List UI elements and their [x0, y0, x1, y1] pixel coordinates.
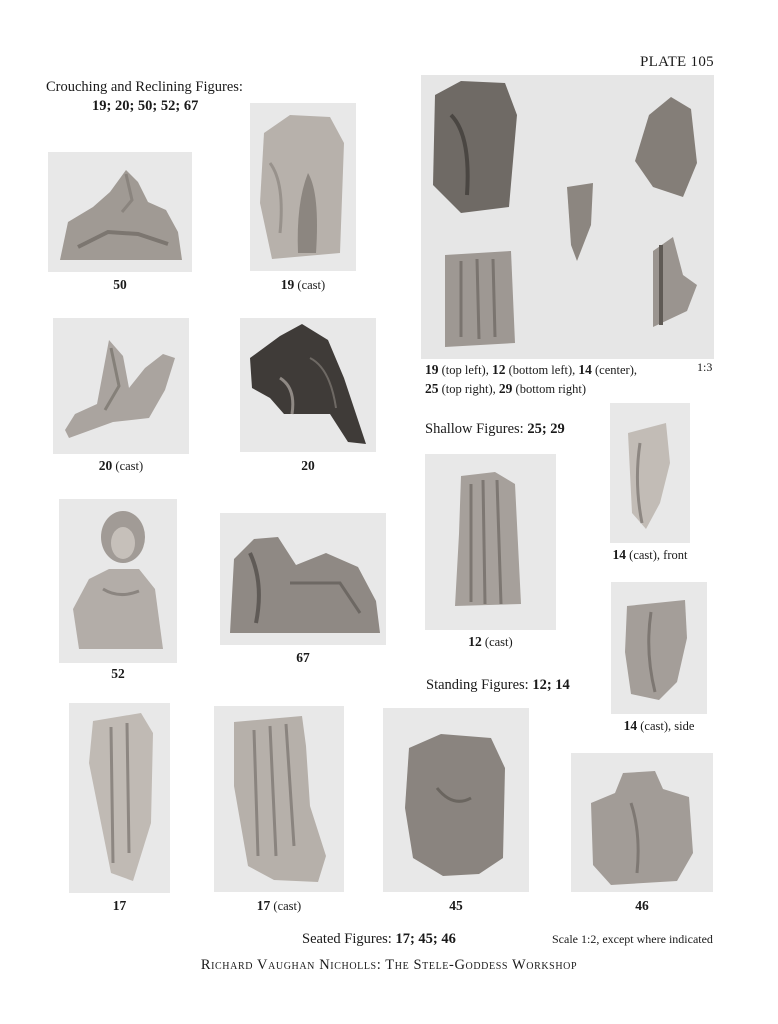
photo-46: [571, 753, 713, 892]
crouching-heading-label: Crouching and Reclining Figures:: [46, 79, 243, 95]
shallow-heading-label: Shallow Figures:: [425, 421, 524, 437]
photo-50: [48, 152, 192, 272]
group-photo-caption: [425, 362, 637, 397]
standing-heading: [426, 676, 570, 695]
shallow-heading-numbers: 25; 29: [527, 421, 565, 437]
crouching-heading-numbers: 19; 20; 50; 52; 67: [92, 98, 199, 114]
photo-12-cast: [425, 454, 556, 630]
standing-heading-label: Standing Figures:: [426, 677, 529, 693]
group-photo-ratio: 1:3: [697, 360, 713, 374]
caption-50: 50: [113, 277, 127, 292]
seated-heading: [302, 930, 456, 949]
caption-19-cast: 19 (cast): [280, 277, 326, 292]
seated-heading-label: Seated Figures:: [302, 931, 392, 947]
caption-14-cast-front: 14 (cast), front: [612, 547, 688, 562]
crouching-heading: [46, 78, 243, 116]
photo-45: [383, 708, 529, 892]
photo-67: [220, 513, 386, 645]
photo-17-cast: [214, 706, 344, 892]
caption-67: 67: [296, 650, 310, 665]
photo-52: [59, 499, 177, 663]
group-photo-caption-line2: 25 (top right), 29 (bottom right): [425, 381, 587, 396]
caption-52: 52: [111, 666, 125, 681]
caption-17-cast: 17 (cast): [256, 898, 302, 913]
shallow-heading: [425, 420, 565, 439]
page-footer: Richard Vaughan Nicholls: The Stele-Goddess Workshop: [200, 957, 578, 973]
caption-46: 46: [635, 898, 649, 913]
photo-20-cast: [53, 318, 189, 454]
photo-14-cast-side: [611, 582, 707, 714]
standing-heading-numbers: 12; 14: [532, 677, 570, 693]
photo-14-cast-front: [610, 403, 690, 543]
photo-19-cast: [250, 103, 356, 271]
photo-group-19-12-14-25-29: [421, 75, 714, 359]
scale-note: Scale 1:2, except where indicated: [552, 932, 713, 946]
caption-20-cast: 20 (cast): [98, 458, 144, 473]
caption-17: 17: [112, 898, 127, 913]
group-photo-caption-line1: 19 (top left), 12 (bottom left), 14 (center),: [425, 362, 637, 377]
photo-20: [240, 318, 376, 452]
seated-heading-numbers: 17; 45; 46: [395, 931, 456, 947]
plate-number: PLATE 105: [640, 54, 714, 70]
caption-20: 20: [301, 458, 315, 473]
photo-17: [69, 703, 170, 893]
caption-45: 45: [449, 898, 463, 913]
caption-14-cast-side: 14 (cast), side: [623, 718, 695, 733]
caption-12-cast: 12 (cast): [468, 634, 513, 649]
